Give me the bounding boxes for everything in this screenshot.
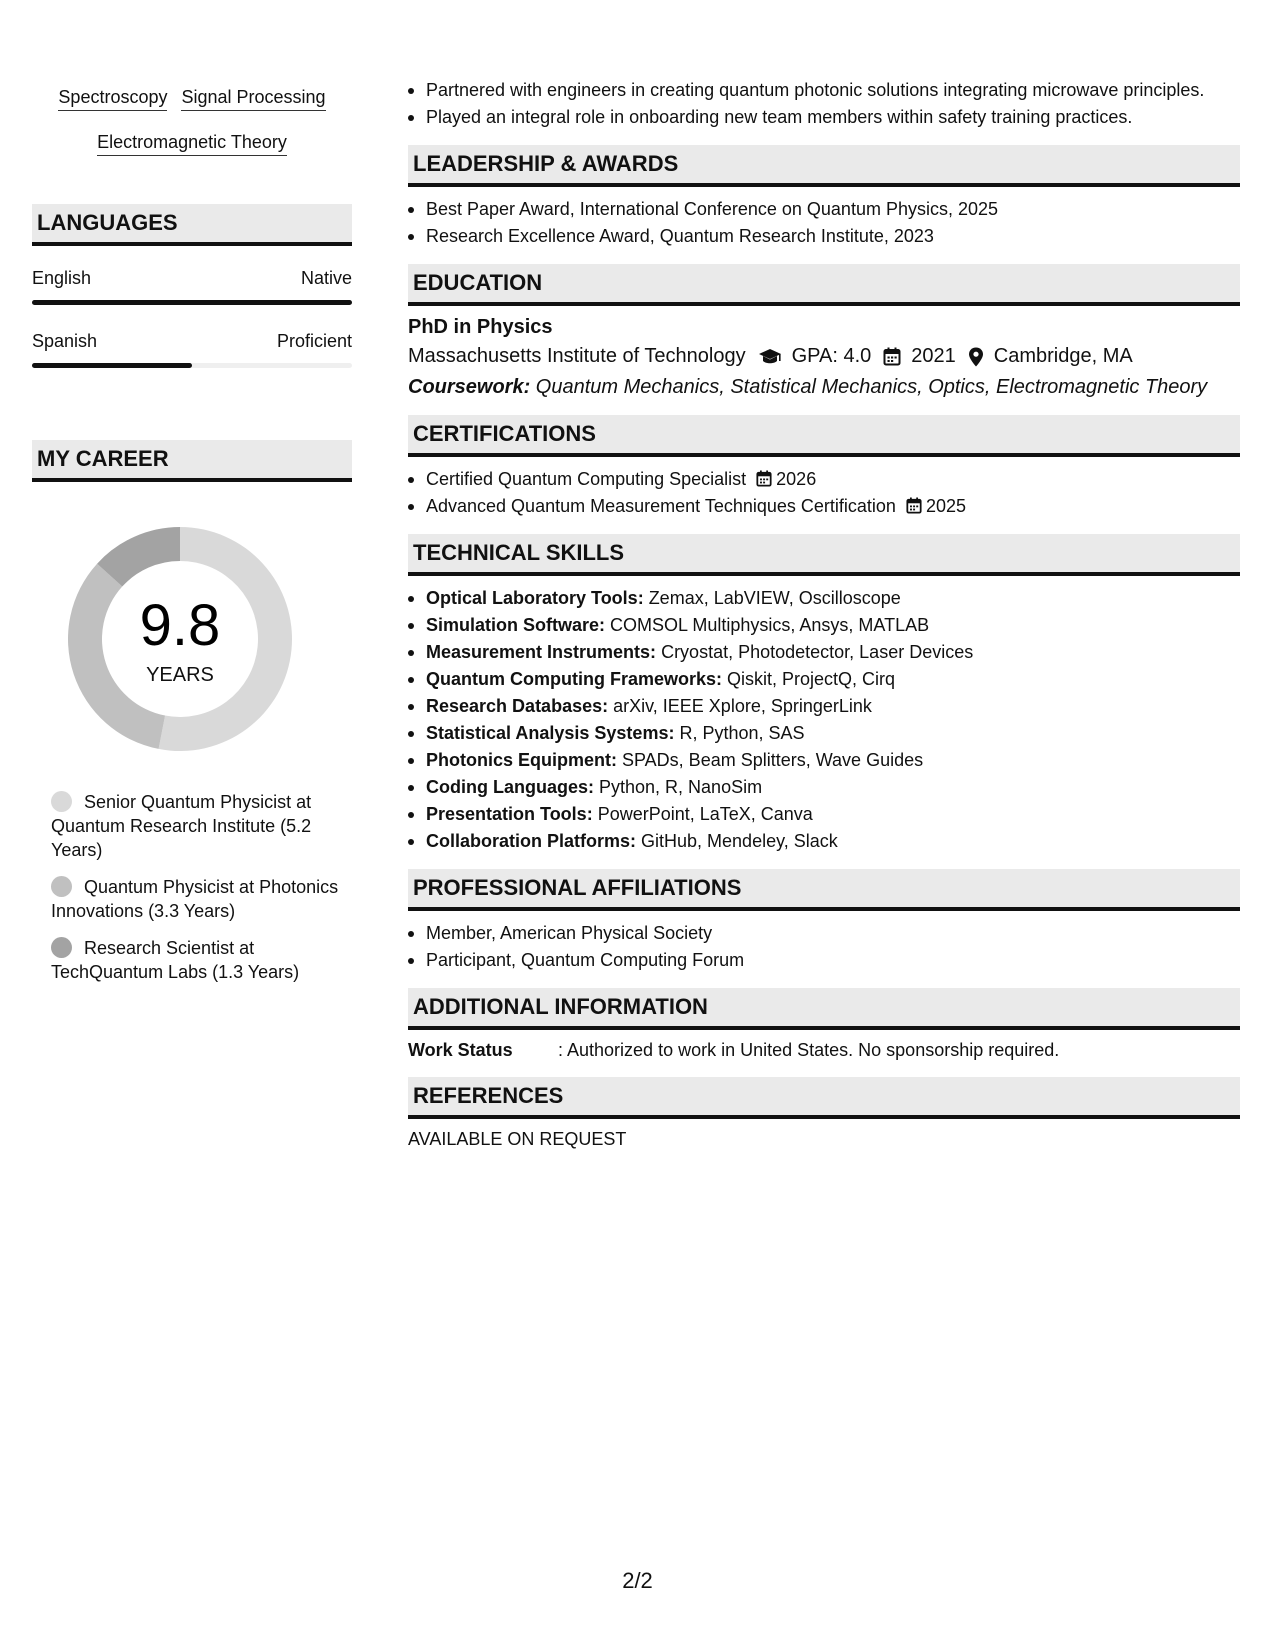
calendar-icon	[756, 470, 772, 487]
work-status-label: Work Status	[408, 1040, 513, 1060]
references-text: AVAILABLE ON REQUEST	[408, 1129, 627, 1149]
education-location: Cambridge, MA	[993, 345, 1133, 367]
career-total-value: 9.8	[139, 593, 221, 658]
skill-category: Research Databases:	[426, 696, 609, 716]
work-status-value: : Authorized to work in United States. No sponsorship required.	[558, 1040, 1060, 1060]
skill-item	[426, 667, 1240, 691]
language-name: Spanish	[32, 331, 98, 351]
skill-values: R, Python, SAS	[674, 723, 805, 743]
legend-dot	[51, 876, 72, 897]
experience-bullet: Played an integral role in onboarding new team members within safety training practices.	[426, 105, 1240, 129]
skill-item	[426, 775, 1240, 799]
main-content	[408, 78, 1240, 1150]
calendar-icon	[906, 497, 922, 514]
language-proficiency-bar	[32, 363, 352, 368]
certification-year: 2025	[925, 496, 966, 516]
language-level: Native	[300, 268, 352, 288]
career-legend-item	[51, 875, 341, 923]
coursework-label: Coursework:	[408, 376, 531, 398]
career-legend	[32, 790, 341, 984]
education-year: 2021	[911, 345, 956, 367]
skill-item	[426, 640, 1240, 664]
language-name: English	[32, 268, 92, 288]
career-legend-item	[51, 790, 341, 862]
skill-values: Zemax, LabVIEW, Oscilloscope	[643, 588, 901, 608]
education-details	[408, 345, 1240, 368]
certifications-heading: CERTIFICATIONS	[408, 415, 1240, 457]
skill-category: Presentation Tools:	[426, 804, 593, 824]
skill-category: Quantum Computing Frameworks:	[426, 669, 723, 689]
affiliations-heading: PROFESSIONAL AFFILIATIONS	[408, 869, 1240, 911]
education-gpa: GPA: 4.0	[791, 345, 872, 367]
skill-values: arXiv, IEEE Xplore, SpringerLink	[608, 696, 872, 716]
awards-heading: LEADERSHIP & AWARDS	[408, 145, 1240, 187]
certification-name: Certified Quantum Computing Specialist	[426, 469, 747, 489]
skill-values: SPADs, Beam Splitters, Wave Guides	[617, 750, 924, 770]
skill-category: Collaboration Platforms:	[426, 831, 637, 851]
affiliation-item: Participant, Quantum Computing Forum	[426, 948, 1240, 972]
education-heading: EDUCATION	[408, 264, 1240, 306]
skill-tag: Electromagnetic Theory	[97, 131, 287, 156]
experience-bullets	[408, 78, 1240, 129]
certification-item	[426, 467, 1240, 491]
career-role-text: Research Scientist at TechQuantum Labs (1.3 Years)	[51, 938, 300, 982]
skill-item	[426, 721, 1240, 745]
graduation-cap-icon	[758, 348, 782, 366]
skill-values: GitHub, Mendeley, Slack	[636, 831, 838, 851]
skill-tag: Signal Processing	[181, 86, 325, 111]
career-role-text: Senior Quantum Physicist at Quantum Research Institute (5.2 Years)	[51, 792, 312, 860]
language-level: Proficient	[276, 331, 352, 351]
skill-item	[426, 748, 1240, 772]
awards-list	[408, 197, 1240, 248]
skill-values: Qiskit, ProjectQ, Cirq	[722, 669, 896, 689]
skill-values: Cryostat, Photodetector, Laser Devices	[656, 642, 974, 662]
certification-item	[426, 494, 1240, 518]
career-total-unit: YEARS	[146, 664, 214, 686]
coursework-list: Quantum Mechanics, Statistical Mechanics, Optics, Electromagnetic Theory	[530, 376, 1208, 398]
skill-item	[426, 802, 1240, 826]
language-proficiency-fill	[32, 300, 352, 305]
skill-category: Simulation Software:	[426, 615, 606, 635]
certifications-list	[408, 467, 1240, 518]
language-item	[32, 331, 352, 368]
career-heading: MY CAREER	[32, 440, 352, 482]
references-heading: REFERENCES	[408, 1077, 1240, 1119]
career-role-text: Quantum Physicist at Photonics Innovations (3.3 Years)	[51, 877, 339, 921]
legend-dot	[51, 791, 72, 812]
legend-dot	[51, 937, 72, 958]
language-item	[32, 268, 352, 305]
skill-category: Optical Laboratory Tools:	[426, 588, 644, 608]
career-legend-item	[51, 936, 341, 984]
skill-category: Statistical Analysis Systems:	[426, 723, 675, 743]
technical-skills-list	[408, 586, 1240, 853]
calendar-icon	[883, 347, 901, 366]
language-proficiency-bar	[32, 300, 352, 305]
skill-values: PowerPoint, LaTeX, Canva	[592, 804, 813, 824]
skill-category: Photonics Equipment:	[426, 750, 617, 770]
work-status-row	[408, 1040, 1240, 1061]
affiliation-item: Member, American Physical Society	[426, 921, 1240, 945]
skill-tag: Spectroscopy	[58, 86, 167, 111]
skill-item	[426, 586, 1240, 610]
career-donut-chart	[65, 524, 295, 754]
sidebar	[32, 82, 352, 997]
location-pin-icon	[968, 347, 984, 367]
certification-year: 2026	[776, 469, 817, 489]
award-item: Research Excellence Award, Quantum Research Institute, 2023	[426, 224, 1240, 248]
education-school: Massachusetts Institute of Technology	[408, 345, 746, 367]
affiliations-list	[408, 921, 1240, 972]
experience-bullet: Partnered with engineers in creating quantum photonic solutions integrating microwave principles.	[426, 78, 1240, 102]
certification-name: Advanced Quantum Measurement Techniques Certification	[426, 496, 896, 516]
skill-category: Measurement Instruments:	[426, 642, 657, 662]
education-coursework	[408, 376, 1240, 399]
skill-values: Python, R, NanoSim	[594, 777, 763, 797]
languages-heading: LANGUAGES	[32, 204, 352, 246]
skill-item	[426, 829, 1240, 853]
award-item: Best Paper Award, International Conference on Quantum Physics, 2025	[426, 197, 1240, 221]
language-proficiency-fill	[32, 363, 192, 368]
education-degree: PhD in Physics	[408, 316, 553, 338]
skill-category: Coding Languages:	[426, 777, 594, 797]
skill-item	[426, 694, 1240, 718]
technical-skills-heading: TECHNICAL SKILLS	[408, 534, 1240, 576]
page-number: 2/2	[622, 1568, 653, 1593]
additional-info-heading: ADDITIONAL INFORMATION	[408, 988, 1240, 1030]
skill-values: COMSOL Multiphysics, Ansys, MATLAB	[605, 615, 930, 635]
skill-item	[426, 613, 1240, 637]
skill-tags	[32, 82, 352, 172]
